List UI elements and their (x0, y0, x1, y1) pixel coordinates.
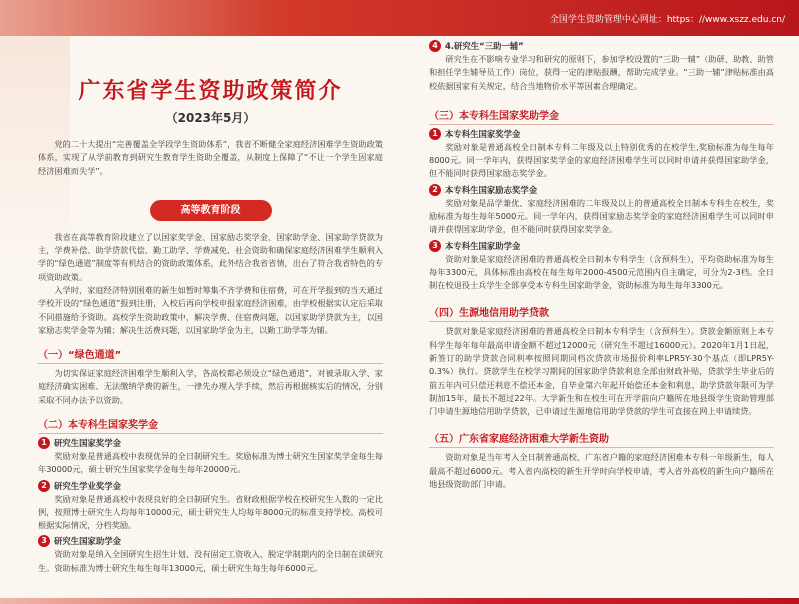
top-banner (0, 0, 799, 36)
website-url[interactable]: 全国学生资助管理中心网址：https：//www.xszz.edu.cn/ (549, 15, 785, 25)
grad-item-2-head (38, 480, 383, 492)
grad-item-1-text: 奖励对象是普通高校中表现优异的全日制研究生。奖励标准为博士研究生国家奖学金每生每年30000元，硕士研究生国家奖学金每生每年20000元。 (38, 450, 383, 475)
undergrad-item-3-title: 本专科生国家助学金 (445, 240, 521, 251)
undergrad-item-2-title: 本专科生国家励志奖学金 (445, 184, 538, 195)
green-channel-heading: （一）“绿色通道” (38, 346, 383, 364)
undergrad-heading: （三）本专科生国家奖助学金 (429, 107, 774, 125)
grad-item-2-title: 研究生学业奖学金 (54, 480, 121, 491)
page-date: （2023年5月） (165, 111, 256, 125)
undergrad-item-1-title: 本专科生国家奖学金 (445, 128, 521, 139)
number-badge: 3 (429, 240, 441, 252)
grad-item-3-head (38, 535, 383, 547)
page-title: 广东省学生资助政策简介 (78, 79, 343, 104)
three-assistants-title: 4.研究生“三助一辅” (445, 41, 524, 51)
new-students-text: 资助对象是当年考入全日制普通高校、广东省户籍的家庭经济困难本专科一年级新生，每人最高不超过6000元。考入省内高校的新生开学时向学校申请，考入省外高校的新生向户籍所在地县级资助部门申请。 (429, 452, 774, 489)
undergrad-item-1-text: 奖励对象是普通高校全日制本专科二年级及以上特别优秀的在校学生,奖励标准为每生每年8000元。同一学年内，获得国家奖学金的家庭经济困难学生可以同时申请并获得国家助学金，但不能同时获得国家励志奖学金。 (429, 141, 774, 179)
bottom-bar (0, 598, 799, 604)
right-column (429, 40, 774, 491)
grad-item-1-head (38, 437, 383, 449)
three-assistants-text: 研究生在不影响专业学习和研究的原则下，参加学校设置的“三助一辅”（助研、助教、助管和担任学生辅导员工作）岗位，获得一定的津贴报酬，帮助完成学业。“三助一辅”津贴标准由高校依据国家有关规定，结合当地物价水平等因素合理确定。 (429, 54, 774, 91)
grad-item-2-text: 奖励对象是普通高校中表现良好的全日制研究生。省财政根据学校在校研究生人数的一定比例，按照博士研究生人均每年10000元，硕士研究生人均每年8000元的标准支持学校。高校可根据实际情况，分档奖励。 (38, 493, 383, 531)
undergrad-item-2-head (429, 184, 774, 196)
left-column (38, 60, 383, 575)
grad-item-1-title: 研究生国家奖学金 (54, 437, 121, 448)
new-students-heading: （五）广东省家庭经济困难大学新生资助 (429, 430, 774, 448)
green-channel-text: 为切实保证家庭经济困难学生顺利入学，各高校都必须设立“绿色通道”，对被录取入学、家庭经济确实困难、无法缴纳学费的新生，一律先办理入学手续，然后再根据核实后的情况，分别采取不同办法予以资助。 (38, 368, 383, 405)
grad-item-3-title: 研究生国家助学金 (54, 536, 121, 547)
number-badge: 1 (429, 128, 441, 140)
loan-heading: （四）生源地信用助学贷款 (429, 304, 774, 322)
undergrad-item-3-head (429, 240, 774, 252)
number-badge: 2 (429, 184, 441, 196)
number-badge: 2 (38, 480, 50, 492)
undergrad-item-3-text: 资助对象是家庭经济困难的普通高校全日制本专科学生（含预科生），平均资助标准为每生每年3300元，具体标准由高校在每生每年2000-4500元范围内自主确定，可分为2-3档。全日制在校退役士兵学生全部享受本专科生国家助学金，资助标准为每生每年3300元。 (429, 253, 774, 291)
grad-scholarship-heading: （二）本专科生国家奖学金 (38, 416, 383, 434)
loan-text: 贷款对象是家庭经济困难的普通高校全日制本专科学生（含预科生）。贷款金额原则上本专科学生每年每年最高申请金额不超过12000元（研究生不超过16000元）。2020年1月1日起，新签订的助学贷款合同利率按照同期同档次贷款市场报价利率LPR5Y-30个基点（即LPR5Y-0.3%）执行。贷款学生在校学习期间的国家助学贷款利息全部由财政补贴，贷款学生毕业后的前五年内可只偿还利息不偿还本金，自毕业第六年起开始偿还本金和利息，助学贷款年限可为学制加15年，最长不超过22年。大学新生和在校生可在开学前向户籍所在地县级学生资助管理部门申请生源地信用助学贷款，已申请过生源地信用助学贷款的学生可直接在网上申请续贷。 (429, 326, 774, 417)
number-badge: 4 (429, 40, 441, 52)
higher-ed-paragraph-1: 我省在高等教育阶段建立了以国家奖学金、国家励志奖学金、国家助学金、国家助学贷款为主，学费补偿、助学贷款代偿、勤工助学、学费减免、社会资助和确保家庭经济困难学生顺利入学的“绿色通道”制度等有机结合的资助政策体系，此外结合我省省情，出台了符合我省特色的专项资助政策。 (38, 231, 383, 282)
three-assistants-head (429, 40, 774, 52)
section-pill-higher-education: 高等教育阶段 (150, 200, 272, 221)
intro-paragraph: 党的二十大提出“完善覆盖全学段学生资助体系”，我省不断健全家庭经济困难学生资助政策体系，实现了从学前教育到研究生教育学生资助全覆盖，从制度上保障了“不让一个学生因家庭经济困难而失学”。 (38, 139, 383, 176)
number-badge: 1 (38, 437, 50, 449)
higher-ed-paragraph-2: 入学时，家庭经济特别困难的新生如暂时筹集不齐学费和住宿费，可在开学报到的当天通过学校开设的“绿色通道”报到注册，入校后再向学校申报家庭经济困难，由学校根据实认定后采取不同措施给予资助。高校学生资助政策中，解决学费、住宿费问题，以国家助学贷款为主，以国家励志奖学金等为辅；解决生活费问题，以国家助学金为主，以勤工助学等为辅。 (38, 284, 383, 335)
grad-item-3-text: 资助对象是纳入全国研究生招生计划、没有固定工资收入、脱定学制期内的全日制在读研究生。资助标准为博士研究生每生每年13000元，硕士研究生每生每年6000元。 (38, 549, 383, 573)
undergrad-item-1-head (429, 128, 774, 140)
undergrad-item-2-text: 奖励对象是品学兼优、家庭经济困难的二年级及以上的普通高校全日制本专科生在校生，奖励标准为每生每年5000元。同一学年内，获得国家励志奖学金的家庭经济困难学生可以同时申请并获得国家助学金，但不能同时获得国家奖学金。 (429, 197, 774, 235)
number-badge: 3 (38, 535, 50, 547)
